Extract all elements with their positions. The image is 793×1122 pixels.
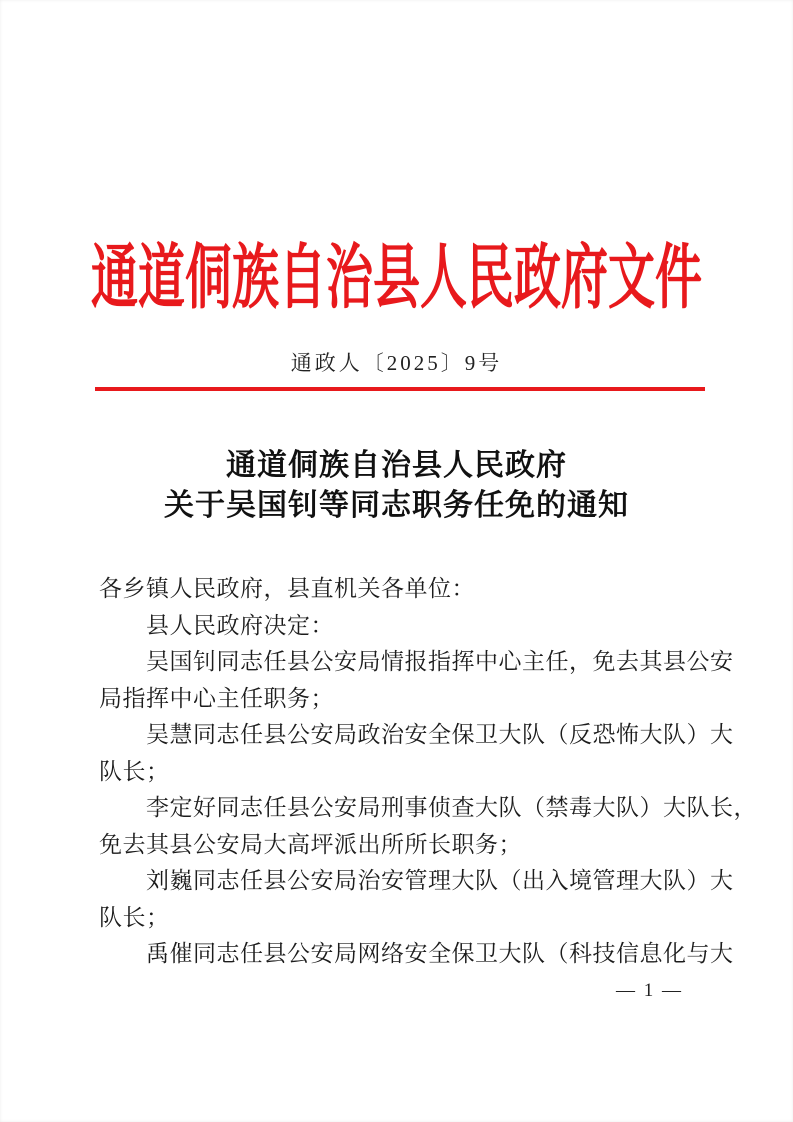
body-line: 吴慧同志任县公安局政治安全保卫大队（反恐怖大队）大 xyxy=(99,722,734,747)
body-line: 队长； xyxy=(99,758,170,784)
document-body xyxy=(99,571,757,973)
letterhead-banner: 通道侗族自治县人民政府文件 xyxy=(91,240,702,318)
body-line: 队长； xyxy=(99,904,170,930)
page-number: — 1 — xyxy=(616,980,683,1001)
red-divider-line xyxy=(95,387,705,391)
document-number: 通政人〔2025〕9号 xyxy=(290,351,503,375)
body-line: 免去其县公安局大高坪派出所所长职务； xyxy=(99,831,522,857)
body-line: 刘巍同志任县公安局治安管理大队（出入境管理大队）大 xyxy=(99,868,734,893)
document-title-line-2: 关于吴国钊等同志职务任免的通知 xyxy=(164,489,629,522)
body-line: 李定好同志任县公安局刑事侦查大队（禁毒大队）大队长， xyxy=(99,795,757,820)
body-line: 吴国钊同志任县公安局情报指挥中心主任，免去其县公安 xyxy=(99,649,734,674)
body-line: 禹催同志任县公安局网络安全保卫大队（科技信息化与大 xyxy=(99,941,734,966)
document-title xyxy=(0,446,793,526)
body-line: 县人民政府决定： xyxy=(99,612,334,638)
body-line: 各乡镇人民政府，县直机关各单位： xyxy=(99,576,475,601)
body-line: 局指挥中心主任职务； xyxy=(99,685,334,711)
document-title-line-1: 通道侗族自治县人民政府 xyxy=(226,449,567,482)
